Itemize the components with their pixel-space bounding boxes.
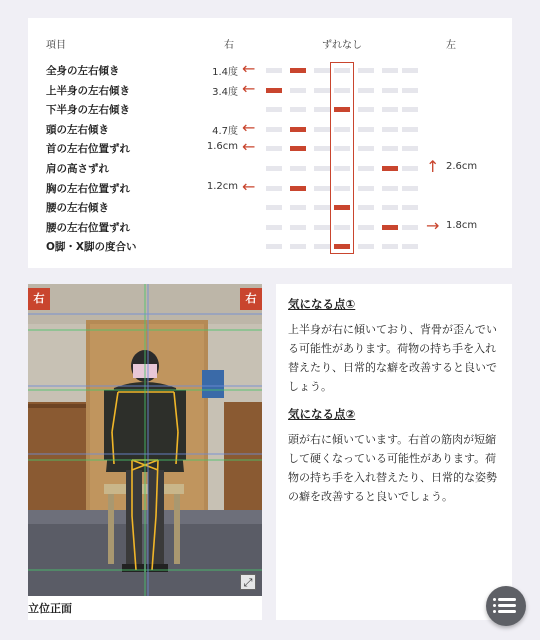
- posture-indicator: [402, 186, 418, 191]
- posture-indicator: [382, 107, 398, 112]
- posture-indicator: [266, 186, 282, 191]
- posture-row: [28, 119, 512, 139]
- posture-row-value: 3.4度: [212, 86, 238, 98]
- right-side-tag-right: 右: [240, 288, 262, 310]
- posture-indicator: [382, 88, 398, 93]
- posture-row: [28, 178, 512, 198]
- posture-indicator: [290, 205, 306, 210]
- posture-indicator: [402, 127, 418, 132]
- posture-indicator: [314, 186, 330, 191]
- posture-indicator: [382, 68, 398, 73]
- note-2-body: 頭が右に傾いています。右首の筋肉が短縮して硬くなっている可能性があります。荷物の持ち手を入れ替えたり、日常的な姿勢の癖を改善すると良いでしょう。: [288, 433, 497, 503]
- arrow-left-icon: ←: [242, 59, 256, 78]
- note-1-body: 上半身が右に傾いており、背骨が歪んでいる可能性があります。荷物の持ち手を入れ替えたり、日常的な癖を改善すると良いでしょう。: [288, 323, 497, 393]
- arrow-up-icon: ↑: [426, 157, 440, 176]
- posture-indicator: [266, 127, 282, 132]
- posture-row: [28, 236, 512, 256]
- photo-card: [28, 284, 262, 620]
- posture-row-label: 下半身の左右傾き: [46, 104, 130, 117]
- arrow-left-icon: ←: [242, 117, 256, 137]
- posture-row: [28, 99, 512, 119]
- posture-indicator: [402, 166, 418, 171]
- note-2-title: 気になる点②: [288, 407, 356, 421]
- menu-button[interactable]: [486, 586, 526, 626]
- posture-row-value: 1.4度: [212, 67, 238, 78]
- posture-indicator: [382, 127, 398, 132]
- posture-indicator: [358, 186, 374, 191]
- posture-row-label: 上半身の左右傾き: [46, 84, 130, 97]
- posture-indicator: [358, 107, 374, 112]
- posture-indicator-active: [382, 166, 398, 171]
- posture-indicator: [266, 225, 282, 230]
- posture-indicator: [358, 127, 374, 132]
- posture-row-value: 1.8cm: [446, 219, 478, 231]
- arrow-left-icon: ←: [242, 137, 256, 157]
- posture-indicator: [314, 88, 330, 93]
- posture-row: [28, 197, 512, 217]
- arrow-right-icon: →: [426, 215, 440, 235]
- posture-indicator-active: [290, 127, 306, 132]
- arrow-left-icon: ←: [242, 78, 256, 98]
- posture-indicator: [266, 244, 282, 249]
- posture-indicator: [314, 127, 330, 132]
- posture-indicator: [382, 205, 398, 210]
- posture-row: [28, 60, 512, 80]
- posture-indicator: [314, 225, 330, 230]
- posture-indicator: [382, 186, 398, 191]
- header-item: 項目: [46, 40, 66, 51]
- posture-photo[interactable]: [28, 284, 262, 596]
- note-1-title: 気になる点①: [288, 297, 356, 311]
- posture-row-label: 全身の左右傾き: [46, 65, 120, 77]
- posture-indicator: [358, 88, 374, 93]
- posture-row-label: 首の左右位置ずれ: [46, 143, 130, 156]
- posture-indicator: [314, 68, 330, 73]
- posture-indicator: [266, 68, 282, 73]
- right-side-tag-left: 右: [28, 288, 50, 310]
- posture-indicator: [358, 68, 374, 73]
- posture-row-label: 胸の左右位置ずれ: [46, 182, 130, 195]
- posture-row-value: 1.6cm: [206, 141, 238, 153]
- posture-indicator: [358, 166, 374, 171]
- notes-card: [276, 284, 512, 620]
- posture-row: [28, 80, 512, 100]
- posture-indicator-active: [266, 88, 282, 93]
- posture-row-value: 4.7度: [212, 125, 238, 137]
- posture-row-label: 腰の左右傾き: [46, 202, 109, 215]
- posture-indicator: [402, 68, 418, 73]
- posture-row: [28, 138, 512, 158]
- posture-indicator: [402, 146, 418, 151]
- posture-row-label: 腰の左右位置ずれ: [46, 221, 130, 234]
- posture-indicator: [382, 146, 398, 151]
- header-center: ずれなし: [322, 40, 362, 51]
- posture-indicator: [266, 107, 282, 112]
- posture-row: [28, 158, 512, 178]
- posture-indicator: [314, 107, 330, 112]
- photo-caption: 立位正面: [28, 602, 72, 615]
- header-right: 右: [224, 40, 234, 51]
- expand-icon[interactable]: ⤢: [240, 574, 256, 590]
- posture-indicator: [266, 205, 282, 210]
- posture-indicator: [402, 205, 418, 210]
- posture-indicator: [314, 205, 330, 210]
- posture-indicator: [358, 146, 374, 151]
- posture-indicator: [290, 244, 306, 249]
- posture-row-value: 1.2cm: [206, 180, 238, 192]
- posture-indicator: [402, 107, 418, 112]
- posture-indicator-active: [290, 186, 306, 191]
- posture-indicator: [290, 107, 306, 112]
- posture-indicator: [290, 225, 306, 230]
- posture-indicator: [382, 244, 398, 249]
- menu-icon: [498, 598, 516, 601]
- posture-indicator: [290, 166, 306, 171]
- posture-indicator: [402, 88, 418, 93]
- posture-indicator: [358, 225, 374, 230]
- posture-indicator: [314, 244, 330, 249]
- posture-indicator: [266, 146, 282, 151]
- posture-summary-card: [28, 18, 512, 268]
- center-highlight: [330, 62, 354, 254]
- posture-row-value: 2.6cm: [446, 161, 478, 172]
- posture-indicator: [266, 166, 282, 171]
- posture-indicator: [358, 205, 374, 210]
- posture-indicator-active: [382, 225, 398, 230]
- arrow-left-icon: ←: [242, 176, 256, 196]
- posture-indicator: [402, 225, 418, 230]
- posture-row-label: O脚・X脚の度合い: [46, 241, 137, 254]
- posture-row-label: 頭の左右傾き: [46, 123, 109, 136]
- posture-indicator: [358, 244, 374, 249]
- posture-indicator: [290, 88, 306, 93]
- posture-row-label: 肩の高さずれ: [46, 163, 109, 175]
- posture-indicator: [314, 146, 330, 151]
- posture-indicator-active: [290, 146, 306, 151]
- posture-indicator: [402, 244, 418, 249]
- header-left: 左: [446, 40, 456, 51]
- posture-indicator-active: [290, 68, 306, 73]
- posture-row: [28, 217, 512, 237]
- posture-indicator: [314, 166, 330, 171]
